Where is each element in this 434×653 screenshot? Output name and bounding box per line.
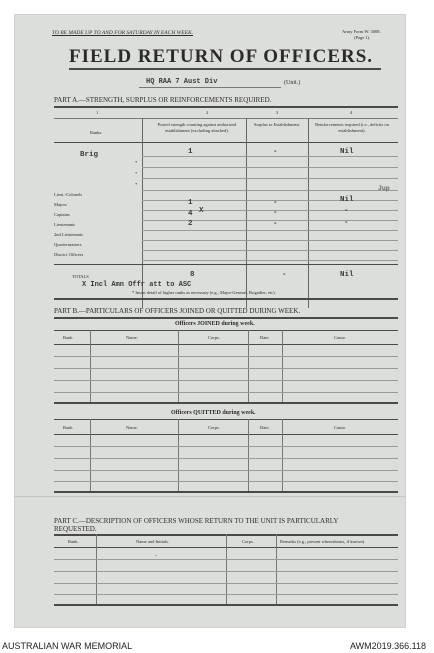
quitted-bottom-rule [54,491,398,493]
col-header-ranks: Ranks. [90,130,103,135]
row-majors-surplus: - [273,199,278,207]
quitted-title-rule [54,419,398,420]
archive-reference: AWM2019.366.118 [349,641,426,651]
rank-label: Lieut.-Colonels [54,192,83,197]
title-underline [69,68,381,70]
row-rule [142,190,398,191]
part-c-name-entry: - [155,553,157,559]
joined-col-name: Name. [126,335,138,340]
quitted-title: Officers QUITTED during week. [171,410,256,416]
joined-col-date: Date. [260,335,270,340]
part-b-heading: PART B.—PARTICULARS OF OFFICERS JOINED OR QUITTED DURING WEEK. [54,307,301,315]
col-number-2: 2 [206,110,209,115]
row-lieutenants-posted: 2 [188,220,193,228]
col-number-3: 3 [276,110,279,115]
page-title: FIELD RETURN OF OFFICERS. [69,46,374,67]
col-header-posted: Posted strength counting against authorized establishment (excluding attached). [157,122,237,133]
part-c-bottom-rule [54,604,398,606]
joined-row-rule [54,356,398,357]
form-number: Army Form W. 3008. [342,29,381,34]
asterisk-marker: * [135,171,138,176]
quitted-col-cause: Cause. [334,425,347,430]
totals-top-rule [54,264,398,265]
rank-label: Majors [54,202,67,207]
part-a-col-divider-2 [246,118,247,308]
quitted-col-name: Name. [126,425,138,430]
totals-reinf: Nil [340,271,354,279]
part-b-top-rule [54,317,398,319]
rank-label: District Officers [54,252,84,257]
quitted-row-rule [54,446,398,447]
row-captains-surplus: - [273,209,278,217]
quitted-col-date: Date. [260,425,270,430]
col-header-reinf: Reinforcements required (i.e., deficits on establishment). [315,122,389,133]
col-header-surplus: Surplus to Establishment. [253,122,301,127]
paper-sheet [14,14,406,628]
part-c-col-corps: Corps. [242,539,254,544]
page-number: (Page 1). [354,35,371,40]
footnote-printed: * Insert detail of higher ranks as necessary (e.g., Major-General, Brigadier, etc). [132,290,276,295]
row-brig-reinf: Nil [340,148,354,156]
totals-posted: 8 [190,271,195,279]
joined-title-rule [54,330,398,331]
col-header-rule [54,142,398,143]
row-rule [142,220,398,221]
joined-col-cause: Cause. [334,335,347,340]
joined-header-rule [54,344,398,345]
part-a-col-divider-1 [142,118,143,308]
part-c-col-rank: Rank. [68,539,79,544]
row-majors-reinf: Nil [340,196,354,204]
archive-footer [0,638,434,653]
rank-label: 2nd Lieutenants [54,232,83,237]
part-c-row-rule [54,583,398,584]
row-captains-reinf: - [344,207,349,215]
row-rule [142,240,398,241]
joined-col-rank: Rank. [63,335,74,340]
row-rule [142,200,398,201]
col-number-rule [54,118,398,119]
row-brig-posted: 1 [188,148,193,156]
part-c-col-name: Name and Initials. [136,539,170,544]
row-rule [142,230,398,231]
part-c-col-remarks: Remarks (e.g., present whereabouts, if known). [280,539,366,544]
row-rule [142,210,398,211]
row-rule [142,156,398,157]
rank-label: Captains [54,212,70,217]
part-c-row-rule [54,559,398,560]
totals-surplus: - [282,271,287,279]
row-brig-rank: Brig [80,151,99,159]
part-c-row-rule [54,594,398,595]
joined-col-corps: Corps. [208,335,220,340]
quitted-col-rank: Rank. [63,425,74,430]
joined-row-rule [54,392,398,393]
part-a-heading: PART A.—STRENGTH, SURPLUS OR REINFORCEMENTS REQUIRED. [54,96,272,104]
part-a-col-divider-3 [308,118,309,308]
col-number-4: 4 [350,110,353,115]
archive-name: AUSTRALIAN WAR MEMORIAL [2,641,133,651]
totals-label: TOTALS [72,274,89,279]
row-brig-surplus: - [273,148,278,156]
rank-label: Quartermasters [54,242,82,247]
row-rule [142,178,398,179]
col-number-1: 1 [96,110,99,115]
row-captains-posted: 4 [188,210,193,218]
quitted-row-rule [54,481,398,482]
captains-mark: X [199,207,204,215]
row-rule [142,167,398,168]
unit-value: HQ RAA 7 Aust Div [146,78,218,86]
part-c-heading: PART C.—DESCRIPTION OF OFFICERS WHOSE RETURN TO THE UNIT IS PARTICULARLY REQUESTED. [54,517,339,533]
unit-label: (Unit.) [284,80,301,86]
quitted-header-rule [54,434,398,435]
row-rule [142,260,398,261]
footnote-typed: X Incl Amn Offr att to ASC [82,281,192,289]
part-a-bottom-rule [54,298,398,300]
joined-bottom-rule [54,402,398,404]
row-lieutenants-reinf: - [344,219,349,227]
header-notice: TO BE MADE UP TO AND FOR SATURDAY IN EACH WEEK. [52,30,194,36]
quitted-row-rule [54,470,398,471]
joined-row-rule [54,368,398,369]
fold-crease [14,496,406,497]
row-majors-posted: 1 [188,199,193,207]
margin-note: Jup [378,185,390,192]
joined-row-rule [54,380,398,381]
asterisk-marker: * [135,160,138,165]
rank-label: Lieutenants [54,222,75,227]
part-a-top-rule [54,106,398,108]
quitted-col-corps: Corps. [208,425,220,430]
part-c-row-rule [54,571,398,572]
asterisk-marker: * [135,182,138,187]
row-lieutenants-surplus: - [273,220,278,228]
quitted-row-rule [54,458,398,459]
joined-title: Officers JOINED during week. [175,321,255,327]
unit-underline [139,87,281,88]
row-rule [142,250,398,251]
